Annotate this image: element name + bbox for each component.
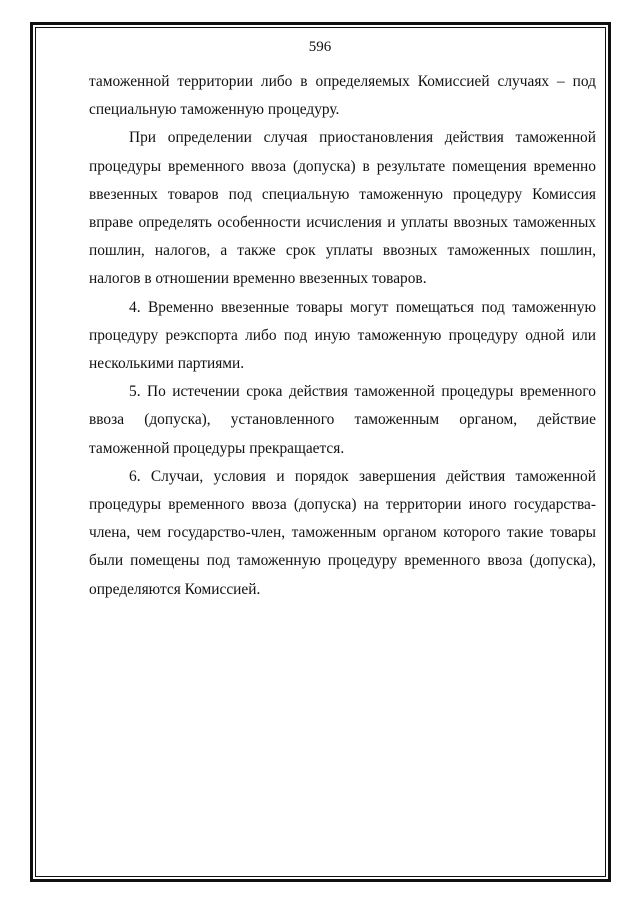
paragraph-item-6: 6. Случаи, условия и порядок завершения действия таможенной процедуры временного ввоза (допуска) на территории иного государства-члена, чем государство-член, таможенным органом которого такие товары были помещены под таможенную процедуру временного ввоза (допуска), определяются Комиссией. xyxy=(89,467,596,598)
page-number: 596 xyxy=(308,39,332,55)
document-body xyxy=(89,68,596,604)
paragraph-suspension: При определении случая приостановления действия таможенной процедуры временного ввоза (допуска) в результате помещения временно ввезенных товаров под специальную таможенную процедуру Комиссия вправе определять особенности исчисления и уплаты ввозных таможенных пошлин, налогов, а также срок уплаты ввозных таможенных пошлин, налогов в отношении временно ввезенных товаров. xyxy=(89,129,596,288)
paragraph-item-4: 4. Временно ввезенные товары могут помещаться под таможенную процедуру реэкспорта либо под иную таможенную процедуру одной или несколькими партиями. xyxy=(89,298,596,373)
paragraph-item-5: 5. По истечении срока действия таможенной процедуры временного ввоза (допуска), установленного таможенным органом, действие таможенной процедуры прекращается. xyxy=(89,383,596,457)
paragraph-continuation: таможенной территории либо в определяемых Комиссией случаях – под специальную таможенную процедуру. xyxy=(89,73,596,119)
